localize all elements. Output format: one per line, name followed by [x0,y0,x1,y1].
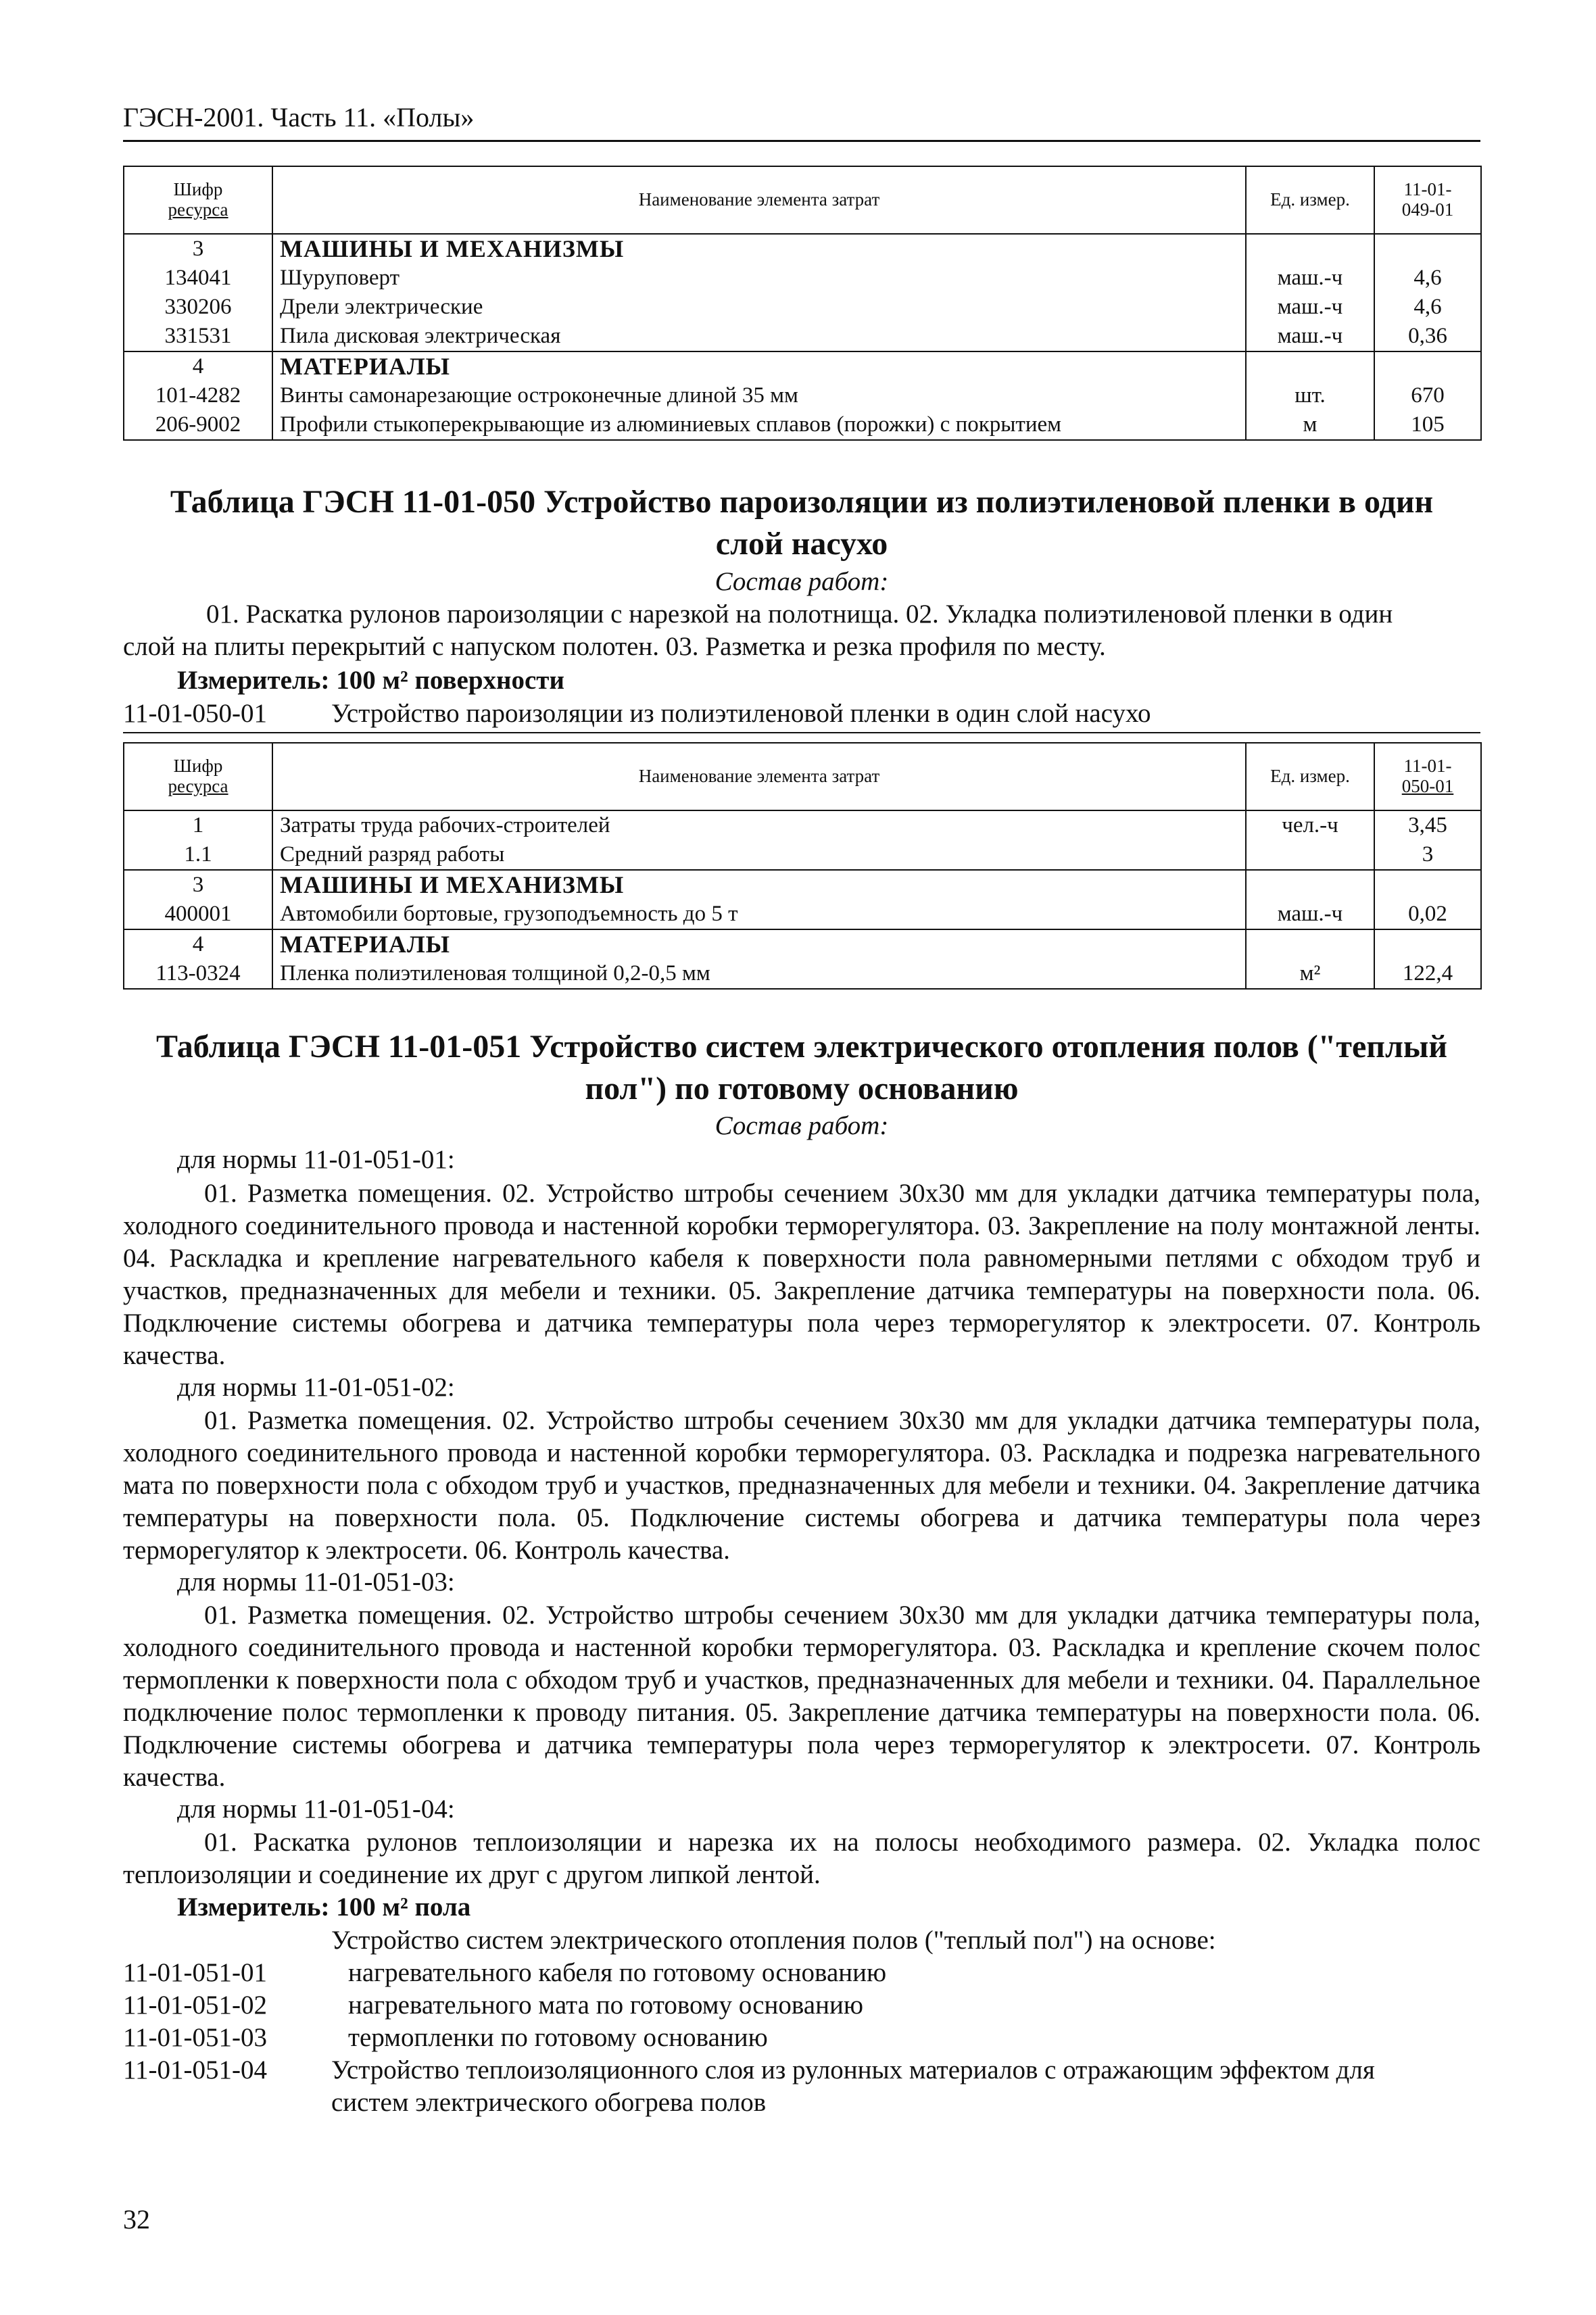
table-row: 3 МАШИНЫ И МЕХАНИЗМЫ [124,870,1481,900]
variant-code: 11-01-051-04 [123,2055,268,2085]
for-norm-04: для нормы 11-01-051-04: [177,1795,455,1824]
works-text-051-03: 01. Разметка помещения. 02. Устройство штробы сечением 30х30 мм для укладки датчика температуры пола, холодного соединительного провода и настенной коробки терморегулятора. 03. Раскладка и крепление скочем полос термопленки к поверхности пола с обходом труб и участков, предназначенных для мебели и техники. 04. Параллельное подключение полос термопленки к проводу питания. 05. Закрепление датчика температуры на поверхности пола. 06. Подключение системы обогрева и датчика температуры пола через терморегулятор к электросети. 07. Контроль качества. [123,1601,1480,1792]
norm-name-050: Устройство пароизоляции из полиэтиленовой пленки в один слой насухо [331,699,1151,728]
variant-text: Устройство теплоизоляционного слоя из рулонных материалов с отражающим эффектом для [331,2055,1375,2085]
table-title-050: Таблица ГЭСН 11-01-050 Устройство пароизоляции из полиэтиленовой пленки в один слой насухо [170,484,1434,562]
col-header-name: Наименование элемента затрат [272,166,1246,234]
table-row: 3 МАШИНЫ И МЕХАНИЗМЫ [124,234,1481,264]
variant-text: нагревательного мата по готовому основанию [348,1991,863,2020]
col-header-code: Шифр ресурса [124,743,272,810]
col-header-code: Шифр ресурса [124,166,272,234]
works-text-050-line2: слой на плиты перекрытий с напуском полотен. 03. Разметка и резка профиля по месту. [123,632,1106,661]
table-row: 134041 Шуруповерт маш.-ч 4,6 [124,264,1481,293]
col-header-norm: 11-01- 049-01 [1374,166,1481,234]
variant-text: нагревательного кабеля по готовому основанию [348,1958,887,1987]
table-row: 4 МАТЕРИАЛЫ [124,929,1481,959]
resource-table-050 [123,742,1482,990]
col-header-unit: Ед. измер. [1246,166,1374,234]
table-header-row [124,743,1481,810]
group-heading-051: Устройство систем электрического отопления полов ("теплый пол") на основе: [331,1926,1216,1955]
table-row: 4 МАТЕРИАЛЫ [124,351,1481,381]
for-norm-01: для нормы 11-01-051-01: [177,1145,455,1174]
works-text-050-line1: 01. Раскатка рулонов пароизоляции с нарезкой на полотнища. 02. Укладка полиэтиленовой пленки в один [206,600,1393,629]
table-row: 101-4282 Винты самонарезающие остроконечные длиной 35 мм шт. 670 [124,381,1481,410]
table-header-row [124,166,1481,234]
variant-code: 11-01-051-01 [123,1958,268,1987]
header-rule [123,140,1480,142]
works-text-051-04: 01. Раскатка рулонов теплоизоляции и нарезка их на полосы необходимого размера. 02. Укладка полос теплоизоляции и соединение их друг с другом липкой лентой. [123,1828,1480,1889]
for-norm-02: для нормы 11-01-051-02: [177,1373,455,1402]
variant-text-continuation: систем электрического обогрева полов [331,2088,767,2117]
table-row: 330206 Дрели электрические маш.-ч 4,6 [124,293,1481,322]
table-title-051: Таблица ГЭСН 11-01-051 Устройство систем электрического отопления полов ("теплый пол") по готовому основанию [155,1029,1448,1106]
running-header: ГЭСН-2001. Часть 11. «Полы» [123,102,475,132]
table-row: 1.1 Средний разряд работы 3 [124,840,1481,870]
meter-050: Измеритель: 100 м² поверхности [177,666,564,695]
variant-code: 11-01-051-02 [123,1991,268,2020]
variant-text: термопленки по готовому основанию [348,2023,768,2052]
table-row: 1 Затраты труда рабочих-строителей чел.-ч 3,45 [124,810,1481,840]
norm-code-050: 11-01-050-01 [123,699,268,728]
table-row: 400001 Автомобили бортовые, грузоподъемность до 5 т маш.-ч 0,02 [124,900,1481,929]
works-text-051-02: 01. Разметка помещения. 02. Устройство штробы сечением 30х30 мм для укладки датчика температуры пола, холодного соединительного провода и настенной коробки терморегулятора. 03. Раскладка и подрезка нагревательного мата по поверхности пола с обходом труб и участков, предназначенных для мебели и техники. 04. Закрепление датчика температуры на поверхности пола. 05. Подключение системы обогрева и датчика температуры пола через терморегулятор к электросети. 06. Контроль качества. [123,1406,1480,1565]
table-row: 331531 Пила дисковая электрическая маш.-ч 0,36 [124,322,1481,351]
col-header-unit: Ед. измер. [1246,743,1374,810]
table-row: 206-9002 Профили стыкоперекрывающие из алюминиевых сплавов (порожки) с покрытием м 105 [124,410,1481,440]
table-row: 113-0324 Пленка полиэтиленовая толщиной 0,2-0,5 мм м² 122,4 [124,959,1481,989]
resource-table-049 [123,166,1482,441]
works-text-051-01: 01. Разметка помещения. 02. Устройство штробы сечением 30х30 мм для укладки датчика температуры пола, холодного соединительного провода и настенной коробки терморегулятора. 03. Закрепление на полу монтажной ленты. 04. Раскладка и крепление нагревательного кабеля к поверхности пола равномерными петлями с обходом труб и участков, предназначенных для мебели и техники. 05. Закрепление датчика температуры на поверхности пола. 06. Подключение системы обогрева и датчика температуры пола через терморегулятор к электросети. 07. Контроль качества. [123,1179,1480,1370]
norm-rule-050 [123,732,1480,733]
for-norm-03: для нормы 11-01-051-03: [177,1567,455,1597]
variant-code: 11-01-051-03 [123,2023,268,2052]
meter-051: Измеритель: 100 м² пола [177,1893,471,1922]
col-header-norm: 11-01- 050-01 [1374,743,1481,810]
col-header-name: Наименование элемента затрат [272,743,1246,810]
page-number: 32 [123,2204,150,2235]
works-label-051: Состав работ: [715,1111,889,1140]
works-label-050: Состав работ: [715,567,889,596]
